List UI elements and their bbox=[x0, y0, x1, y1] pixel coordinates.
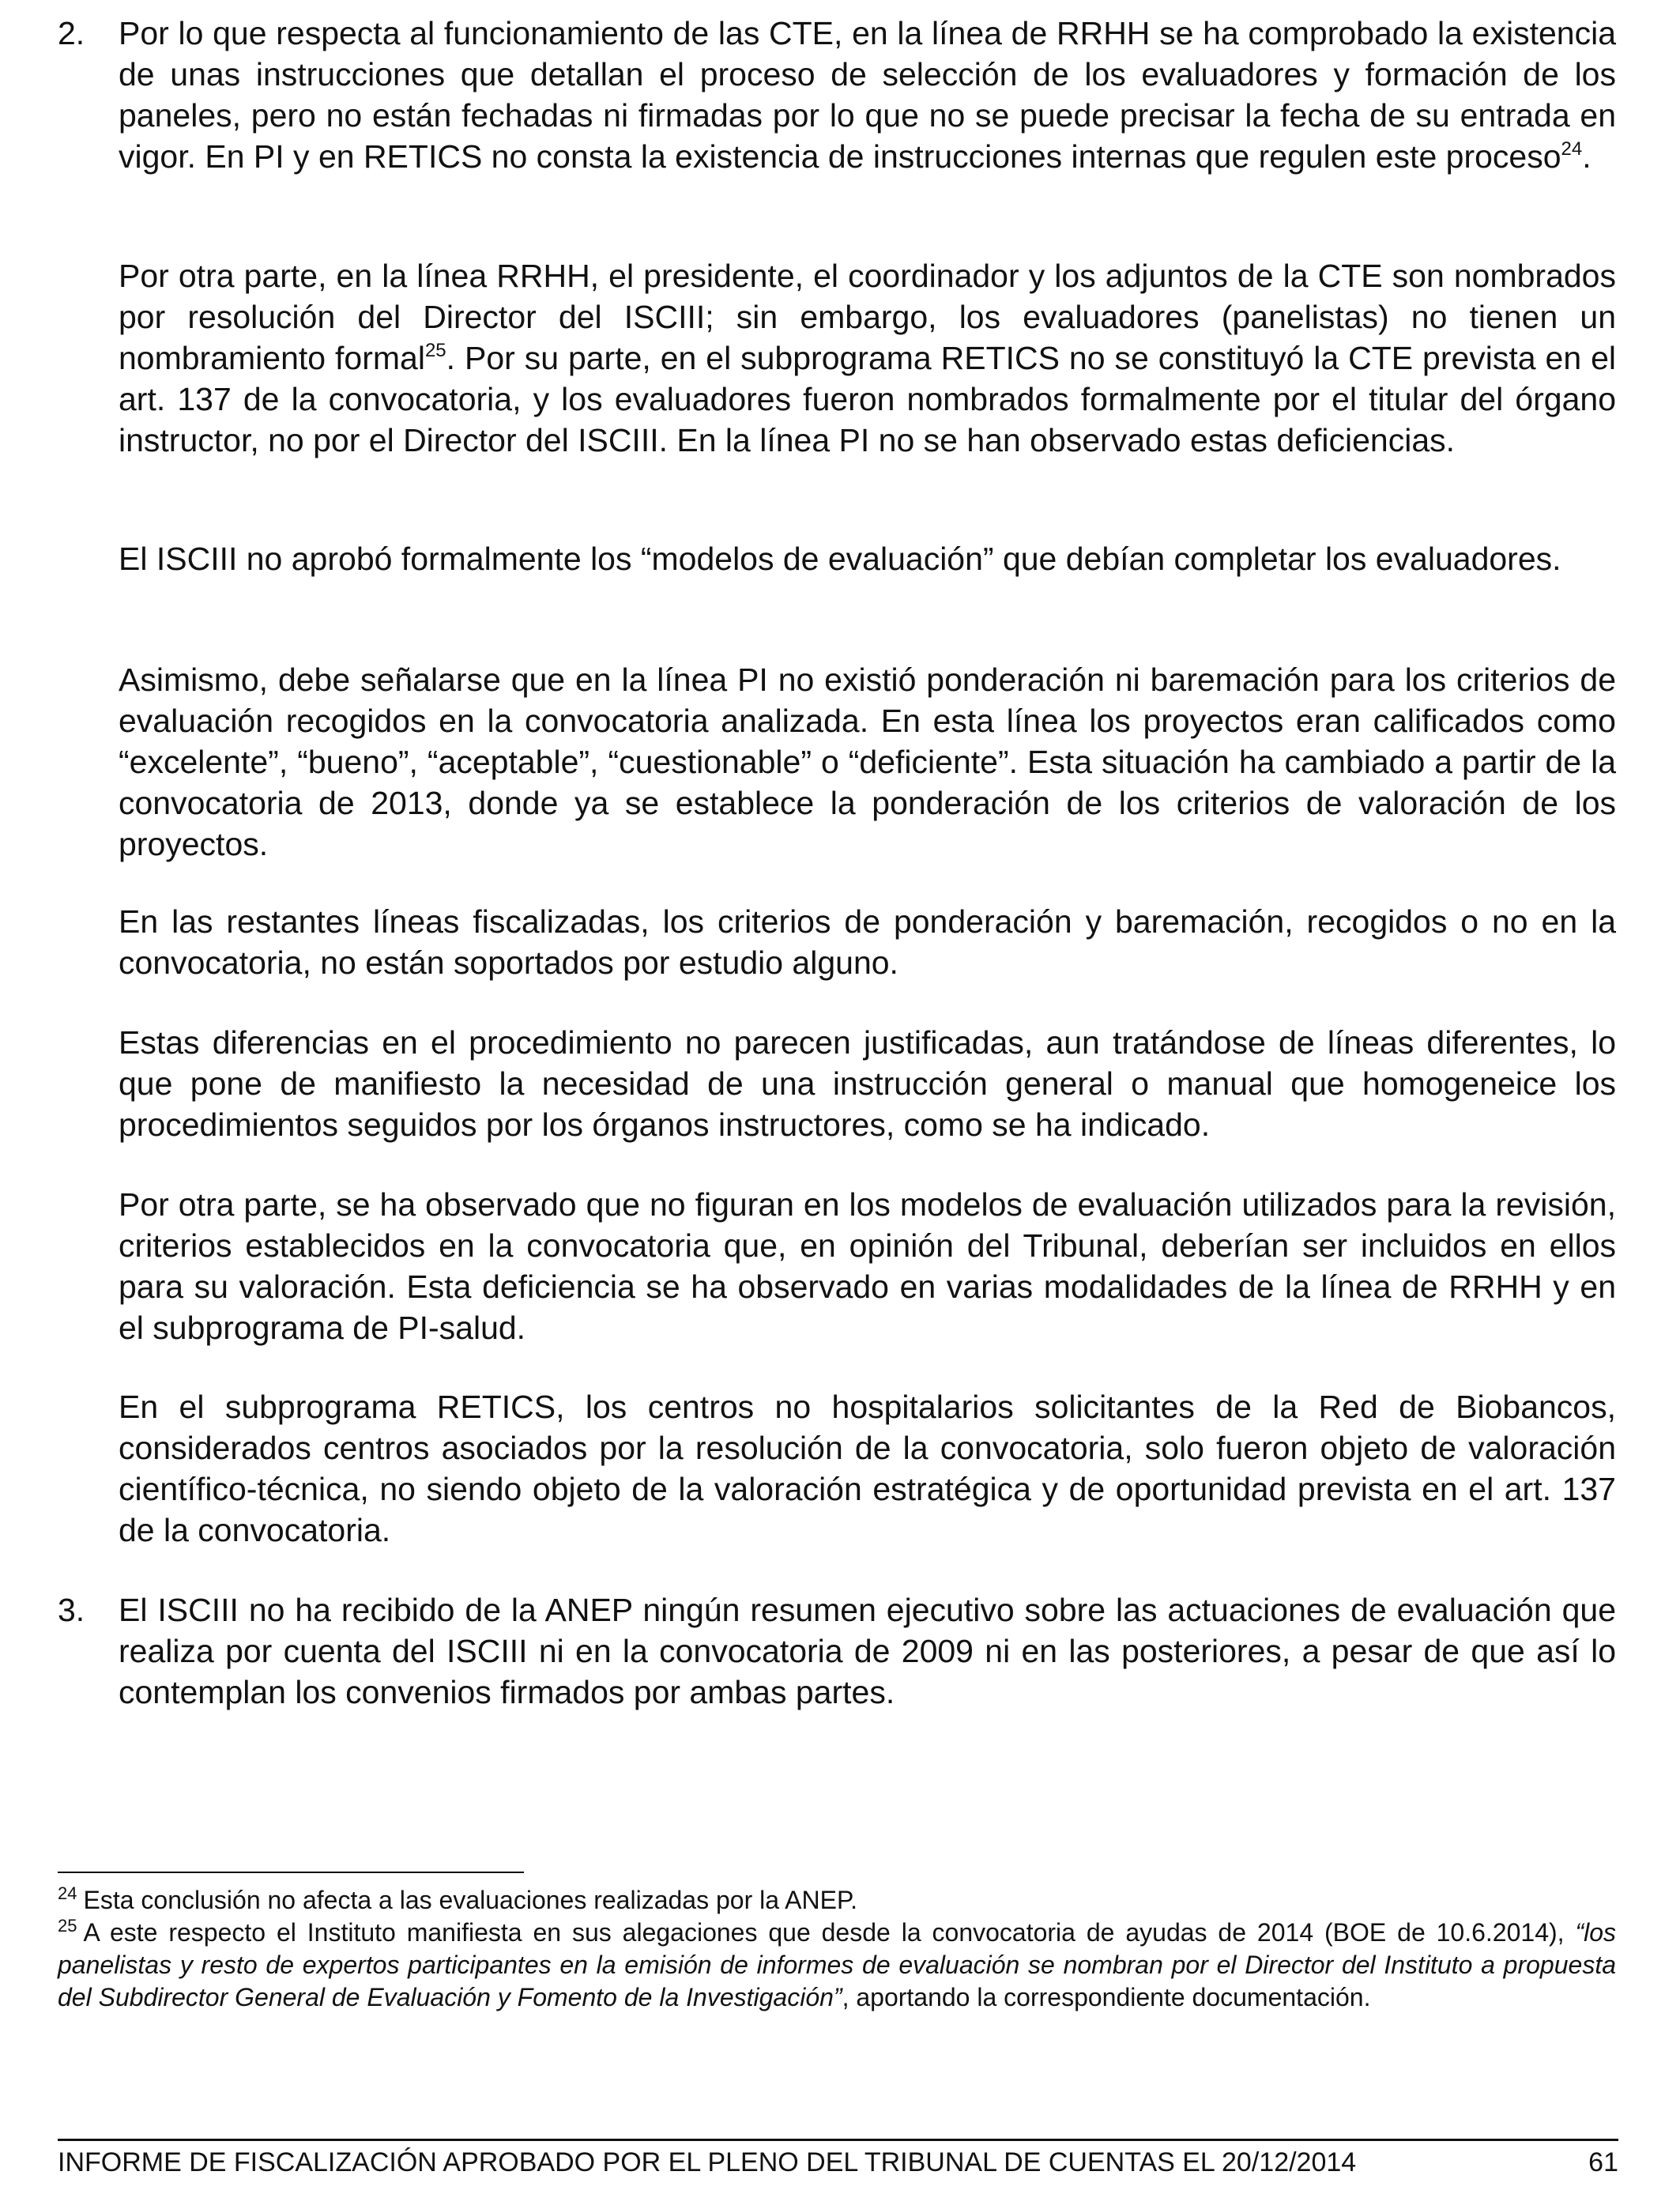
paragraph-modelos-evaluacion: El ISCIII no aprobó formalmente los “modelos de evaluación” que debían completar los evaluadores. bbox=[119, 541, 1561, 577]
paragraph-ponderacion-pi: Asimismo, debe señalarse que en la línea PI no existió ponderación ni baremación para los criterios de evaluación recogidos en la convocatoria analizada. En esta línea los proyectos eran calificados como “excelente”, “bueno”, “aceptable”, “cuestionable” o “deficiente”. Esta situación ha cambiado a partir de la convocatoria de 2013, donde ya se establece la ponderación de los criterios de valoración de los proyectos. bbox=[119, 662, 1616, 862]
paragraph-retics-biobancos: En el subprograma RETICS, los centros no hospitalarios solicitantes de la Red de Biobancos, considerados centros asociados por la resolución de la convocatoria, solo fueron objeto de valoración científico-técnica, no siendo objeto de la valoración estratégica y de oportunidad prevista en el art. 137 de la convocatoria. bbox=[119, 1389, 1616, 1548]
list-number: 3. bbox=[58, 1592, 85, 1628]
paragraph-restantes-lineas: En las restantes líneas fiscalizadas, los criterios de ponderación y baremación, recogidos o no en la convocatoria, no están soportados por estudio alguno. bbox=[119, 903, 1616, 981]
footnote-quote: “los panelistas y resto de expertos participantes en la emisión de informes de evaluación se nombran por el Director del Instituto a propuesta del Subdirector General de Evaluación y Fomento de la Investigación” bbox=[58, 1918, 1616, 2011]
list-number: 2. bbox=[58, 15, 85, 51]
footnotes bbox=[58, 1884, 1616, 2014]
footnote-ref-24[interactable]: 24 bbox=[1561, 138, 1583, 160]
footnote-ref-25[interactable]: 25 bbox=[424, 340, 446, 361]
footnote-number: 24 bbox=[58, 1883, 77, 1903]
paragraph-diferencias-procedimiento: Estas diferencias en el procedimiento no parecen justificadas, aun tratándose de líneas diferentes, lo que pone de manifiesto la necesidad de una instrucción general o manual que homogeneice los procedimientos seguidos por los órganos instructores, como se ha indicado. bbox=[119, 1024, 1616, 1143]
item-3-paragraph: El ISCIII no ha recibido de la ANEP ningún resumen ejecutivo sobre las actuaciones de evaluación que realiza por cuenta del ISCIII ni en la convocatoria de 2009 ni en las posteriores, a pesar de que así lo contemplan los convenios firmados por ambas partes. bbox=[119, 1592, 1616, 1710]
page-footer bbox=[58, 2145, 1618, 2180]
paragraph-criterios-no-figuran: Por otra parte, se ha observado que no figuran en los modelos de evaluación utilizados para la revisión, criterios establecidos en la convocatoria que, en opinión del Tribunal, deberían ser incluidos en ellos para su valoración. Esta deficiencia se ha observado en varias modalidades de la línea de RRHH y en el subprograma de PI-salud. bbox=[119, 1186, 1616, 1346]
footer-title: INFORME DE FISCALIZACIÓN APROBADO POR EL PLENO DEL TRIBUNAL DE CUENTAS EL 20/12/2014 bbox=[58, 2147, 1357, 2177]
footer-separator bbox=[58, 2139, 1618, 2141]
paragraph-cte-nombramiento: Por otra parte, en la línea RRHH, el presidente, el coordinador y los adjuntos de la CTE son nombrados por resolución del Director del ISCIII; sin embargo, los evaluadores (panelistas) no tienen un nombramiento formal$^{25}$. Por su parte, en el subprograma RETICS no se constituyó la CTE prevista en el art. 137 de la convocatoria, y los evaluadores fueron nombrados formalmente por el titular del órgano instructor, no por el Director del ISCIII. En la línea PI no se han observado estas deficiencias. bbox=[119, 258, 1616, 458]
page-number: 61 bbox=[1588, 2147, 1618, 2177]
footnote-separator bbox=[58, 1872, 524, 1873]
footnote-number: 25 bbox=[58, 1916, 77, 1936]
footnote-25: $^{25}$ A este respecto el Instituto manifiesta en sus alegaciones que desde la convocatoria de ayudas de 2014 (BOE de 10.6.2014), “los panelistas y resto de expertos participantes en la emisión de informes de evaluación se nombran por el Director del Instituto a propuesta del Subdirector General de Evaluación y Fomento de la Investigación”, aportando la correspondiente documentación. bbox=[58, 1916, 1616, 2011]
item-2-paragraph: Por lo que respecta al funcionamiento de las CTE, en la línea de RRHH se ha comprobado la existencia de unas instrucciones que detallan el proceso de selección de los evaluadores y formación de los paneles, pero no están fechadas ni firmadas por lo que no se puede precisar la fecha de su entrada en vigor. En PI y en RETICS no consta la existencia de instrucciones internas que regulen este proceso$^{24}$. bbox=[119, 15, 1616, 175]
footnote-24: $^{24}$ Esta conclusión no afecta a las evaluaciones realizadas por la ANEP. bbox=[58, 1883, 858, 1914]
